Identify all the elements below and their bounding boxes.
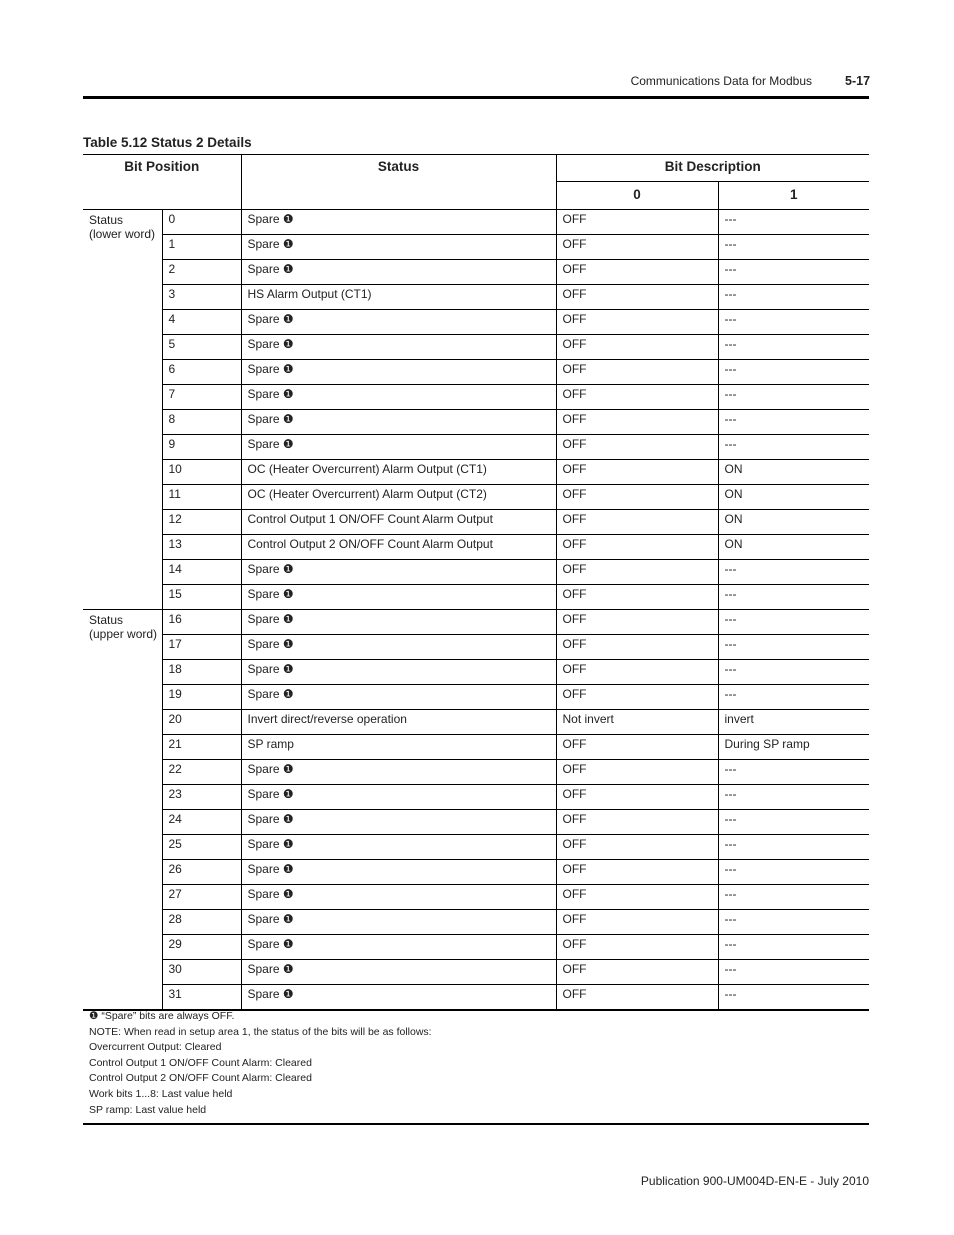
value-1-cell: --- — [718, 810, 869, 835]
value-0-cell: OFF — [556, 535, 718, 560]
value-0-cell: OFF — [556, 785, 718, 810]
table-row — [83, 285, 869, 310]
value-1-cell: --- — [718, 760, 869, 785]
table-row — [83, 835, 869, 860]
value-1-cell: --- — [718, 585, 869, 610]
bit-cell: 26 — [162, 860, 241, 885]
table-row — [83, 635, 869, 660]
value-1-cell: --- — [718, 835, 869, 860]
value-0-cell: OFF — [556, 635, 718, 660]
table-row — [83, 760, 869, 785]
bit-cell: 25 — [162, 835, 241, 860]
status-cell: Control Output 2 ON/OFF Count Alarm Output — [241, 535, 556, 560]
table-notes — [89, 1009, 432, 1118]
table-row — [83, 335, 869, 360]
value-1-cell: --- — [718, 260, 869, 285]
status-cell: Spare ❶ — [241, 810, 556, 835]
col-bit-position: Bit Position — [83, 155, 241, 210]
bit-cell: 4 — [162, 310, 241, 335]
status-cell: Spare ❶ — [241, 785, 556, 810]
bit-cell: 6 — [162, 360, 241, 385]
bit-cell: 14 — [162, 560, 241, 585]
table-row — [83, 210, 869, 235]
header-rule — [83, 96, 869, 99]
status-cell: Spare ❶ — [241, 210, 556, 235]
value-0-cell: OFF — [556, 385, 718, 410]
table-row — [83, 585, 869, 610]
status-cell: Spare ❶ — [241, 885, 556, 910]
note-line: Control Output 2 ON/OFF Count Alarm: Cleared — [89, 1072, 312, 1085]
bit-cell: 7 — [162, 385, 241, 410]
status-cell: Spare ❶ — [241, 260, 556, 285]
status-cell: Spare ❶ — [241, 660, 556, 685]
table-row — [83, 410, 869, 435]
value-0-cell: OFF — [556, 210, 718, 235]
table-row — [83, 485, 869, 510]
status-cell: Spare ❶ — [241, 960, 556, 985]
bit-cell: 29 — [162, 935, 241, 960]
table-row — [83, 685, 869, 710]
value-0-cell: OFF — [556, 460, 718, 485]
bit-cell: 13 — [162, 535, 241, 560]
status-cell: OC (Heater Overcurrent) Alarm Output (CT1) — [241, 460, 556, 485]
bit-cell: 17 — [162, 635, 241, 660]
table-row — [83, 560, 869, 585]
table-row — [83, 385, 869, 410]
table-row — [83, 935, 869, 960]
value-0-cell: OFF — [556, 285, 718, 310]
note-line: Overcurrent Output: Cleared — [89, 1041, 222, 1054]
table-row — [83, 260, 869, 285]
value-1-cell: --- — [718, 660, 869, 685]
page-number: 5-17 — [845, 74, 871, 88]
status-cell: Spare ❶ — [241, 685, 556, 710]
status-cell: Spare ❶ — [241, 860, 556, 885]
status-cell: Spare ❶ — [241, 910, 556, 935]
col-bit-description: Bit Description — [556, 155, 869, 182]
value-0-cell: OFF — [556, 985, 718, 1011]
bit-cell: 2 — [162, 260, 241, 285]
note-line: Work bits 1...8: Last value held — [89, 1087, 233, 1100]
status-cell: Spare ❶ — [241, 235, 556, 260]
value-0-cell: OFF — [556, 310, 718, 335]
bit-cell: 10 — [162, 460, 241, 485]
bit-cell: 18 — [162, 660, 241, 685]
note-line: Control Output 1 ON/OFF Count Alarm: Cleared — [89, 1056, 312, 1069]
value-1-cell: During SP ramp — [718, 735, 869, 760]
value-1-cell: --- — [718, 560, 869, 585]
bit-cell: 0 — [162, 210, 241, 235]
bit-cell: 1 — [162, 235, 241, 260]
value-1-cell: --- — [718, 685, 869, 710]
status-cell: Spare ❶ — [241, 385, 556, 410]
bit-cell: 20 — [162, 710, 241, 735]
value-0-cell: OFF — [556, 560, 718, 585]
status-cell: Spare ❶ — [241, 410, 556, 435]
status-cell: Spare ❶ — [241, 935, 556, 960]
status-table — [83, 154, 869, 1011]
value-1-cell: --- — [718, 985, 869, 1011]
value-0-cell: OFF — [556, 235, 718, 260]
status-cell: Spare ❶ — [241, 835, 556, 860]
value-0-cell: OFF — [556, 960, 718, 985]
bit-cell: 9 — [162, 435, 241, 460]
col-status: Status — [241, 155, 556, 210]
value-0-cell: OFF — [556, 360, 718, 385]
table-row — [83, 960, 869, 985]
bit-cell: 19 — [162, 685, 241, 710]
value-0-cell: OFF — [556, 660, 718, 685]
value-1-cell: invert — [718, 710, 869, 735]
table-row — [83, 810, 869, 835]
table-title: Table 5.12 Status 2 Details — [83, 135, 252, 150]
table-row — [83, 860, 869, 885]
table-row — [83, 735, 869, 760]
value-0-cell: OFF — [556, 260, 718, 285]
value-0-cell: OFF — [556, 860, 718, 885]
status-cell: Spare ❶ — [241, 585, 556, 610]
table-row — [83, 310, 869, 335]
table-row — [83, 235, 869, 260]
table-row — [83, 360, 869, 385]
status-cell: Spare ❶ — [241, 435, 556, 460]
value-1-cell: ON — [718, 485, 869, 510]
bit-cell: 30 — [162, 960, 241, 985]
value-0-cell: OFF — [556, 735, 718, 760]
table-row — [83, 785, 869, 810]
status-cell: Spare ❶ — [241, 560, 556, 585]
bit-cell: 16 — [162, 610, 241, 635]
value-1-cell: ON — [718, 535, 869, 560]
note-line: SP ramp: Last value held — [89, 1103, 207, 1116]
status-cell: HS Alarm Output (CT1) — [241, 285, 556, 310]
status-cell: Spare ❶ — [241, 610, 556, 635]
value-0-cell: OFF — [556, 585, 718, 610]
value-0-cell: OFF — [556, 485, 718, 510]
value-1-cell: --- — [718, 935, 869, 960]
value-1-cell: --- — [718, 610, 869, 635]
table-row — [83, 510, 869, 535]
bit-cell: 3 — [162, 285, 241, 310]
table-row — [83, 460, 869, 485]
status-cell: OC (Heater Overcurrent) Alarm Output (CT2) — [241, 485, 556, 510]
running-header: Communications Data for Modbus — [630, 74, 812, 88]
value-1-cell: --- — [718, 435, 869, 460]
value-0-cell: OFF — [556, 435, 718, 460]
bit-cell: 31 — [162, 985, 241, 1011]
table-row — [83, 660, 869, 685]
status-cell: Spare ❶ — [241, 635, 556, 660]
value-0-cell: OFF — [556, 760, 718, 785]
value-1-cell: --- — [718, 235, 869, 260]
status-cell: Spare ❶ — [241, 760, 556, 785]
value-0-cell: OFF — [556, 610, 718, 635]
value-0-cell: OFF — [556, 810, 718, 835]
value-1-cell: --- — [718, 910, 869, 935]
col-value-1: 1 — [718, 182, 869, 210]
note-line: NOTE: When read in setup area 1, the status of the bits will be as follows: — [89, 1025, 432, 1038]
value-0-cell: OFF — [556, 935, 718, 960]
value-1-cell: --- — [718, 960, 869, 985]
note-line: ❶ “Spare” bits are always OFF. — [89, 1010, 235, 1022]
bit-cell: 23 — [162, 785, 241, 810]
value-1-cell: --- — [718, 385, 869, 410]
bit-cell: 22 — [162, 760, 241, 785]
table-row — [83, 710, 869, 735]
bit-cell: 24 — [162, 810, 241, 835]
value-0-cell: OFF — [556, 885, 718, 910]
table-body — [83, 210, 869, 1011]
value-0-cell: Not invert — [556, 710, 718, 735]
value-1-cell: ON — [718, 460, 869, 485]
value-1-cell: --- — [718, 335, 869, 360]
status-cell: Spare ❶ — [241, 335, 556, 360]
value-1-cell: --- — [718, 860, 869, 885]
value-1-cell: --- — [718, 285, 869, 310]
value-1-cell: --- — [718, 310, 869, 335]
value-1-cell: --- — [718, 885, 869, 910]
bit-cell: 28 — [162, 910, 241, 935]
status-cell: Spare ❶ — [241, 985, 556, 1011]
value-1-cell: --- — [718, 210, 869, 235]
publication-footer: Publication 900-UM004D-EN-E - July 2010 — [640, 1174, 869, 1188]
bit-cell: 5 — [162, 335, 241, 360]
table-row — [83, 885, 869, 910]
value-1-cell: --- — [718, 785, 869, 810]
bit-cell: 27 — [162, 885, 241, 910]
value-0-cell: OFF — [556, 835, 718, 860]
value-1-cell: --- — [718, 410, 869, 435]
table-row — [83, 535, 869, 560]
status-cell: Control Output 1 ON/OFF Count Alarm Output — [241, 510, 556, 535]
bit-cell: 21 — [162, 735, 241, 760]
value-1-cell: ON — [718, 510, 869, 535]
value-0-cell: OFF — [556, 910, 718, 935]
table-row — [83, 610, 869, 635]
value-0-cell: OFF — [556, 410, 718, 435]
bit-cell: 15 — [162, 585, 241, 610]
bit-cell: 8 — [162, 410, 241, 435]
table-row — [83, 435, 869, 460]
bit-cell: 12 — [162, 510, 241, 535]
status-cell: Spare ❶ — [241, 360, 556, 385]
status-cell: Invert direct/reverse operation — [241, 710, 556, 735]
bottom-rule — [83, 1123, 869, 1125]
bit-cell: 11 — [162, 485, 241, 510]
table-row — [83, 985, 869, 1011]
col-value-0: 0 — [556, 182, 718, 210]
status-cell: Spare ❶ — [241, 310, 556, 335]
value-1-cell: --- — [718, 360, 869, 385]
value-0-cell: OFF — [556, 685, 718, 710]
value-1-cell: --- — [718, 635, 869, 660]
table-row — [83, 910, 869, 935]
value-0-cell: OFF — [556, 510, 718, 535]
status-cell: SP ramp — [241, 735, 556, 760]
group-label: Status (lower word) — [83, 210, 162, 610]
group-label: Status (upper word) — [83, 610, 162, 1011]
value-0-cell: OFF — [556, 335, 718, 360]
